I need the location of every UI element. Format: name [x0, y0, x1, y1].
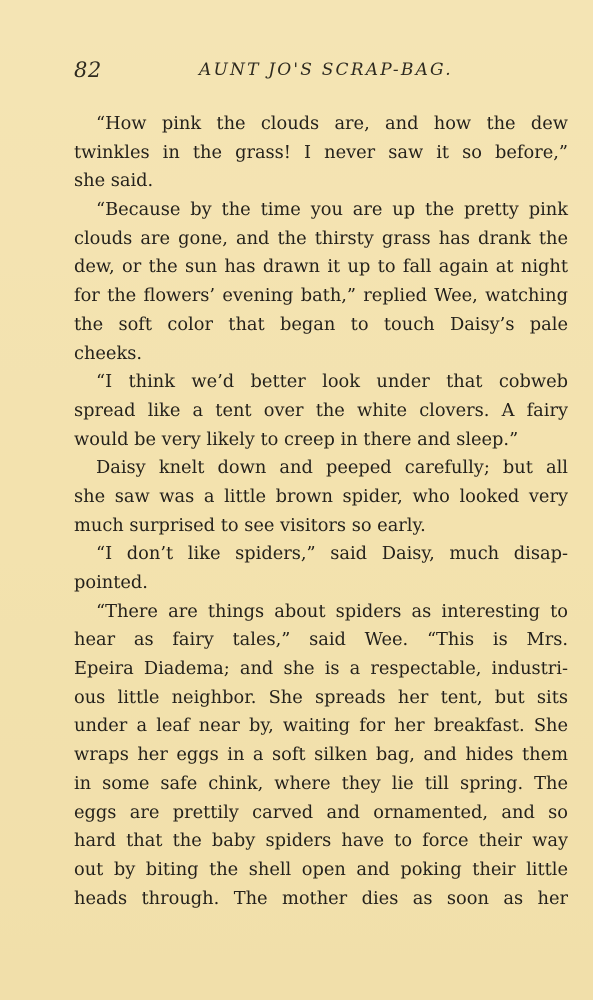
- paragraph: [74, 110, 568, 196]
- text-line: “There are things about spiders as interesting to: [96, 600, 568, 622]
- text-line: “I don’t like spiders,” said Daisy, much disap-: [96, 543, 568, 565]
- text-line: heads through. The mother dies as soon as her: [74, 887, 568, 909]
- paragraph: [74, 540, 568, 597]
- paragraph: [74, 196, 568, 368]
- text-line: ous little neighbor. She spreads her tent, but sits: [74, 686, 568, 708]
- text-line: the soft color that began to touch Daisy’s pale: [74, 313, 568, 335]
- text-line: spread like a tent over the white clovers. A fairy: [74, 399, 568, 421]
- text-line: would be very likely to creep in there and sleep.”: [74, 428, 519, 450]
- paragraph: [74, 454, 568, 540]
- text-line: “Because by the time you are up the pretty pink: [96, 199, 568, 221]
- text-line: “How pink the clouds are, and how the dew: [96, 113, 568, 134]
- text-line: Daisy knelt down and peeped carefully; but all: [96, 457, 568, 479]
- text-line: dew, or the sun has drawn it up to fall again at night: [74, 256, 568, 278]
- text-line: clouds are gone, and the thirsty grass has drank the: [74, 227, 568, 249]
- text-line: twinkles in the grass! I never saw it so before,”: [74, 141, 568, 163]
- page-header: [74, 58, 570, 88]
- page-number: 82: [74, 58, 102, 82]
- paragraph: [74, 368, 568, 454]
- text-line: in some safe chink, where they lie till spring. The: [74, 772, 568, 794]
- text-line: “I think we’d better look under that cobweb: [96, 371, 568, 393]
- text-line: hard that the baby spiders have to force their way: [74, 830, 568, 852]
- text-line: cheeks.: [74, 342, 143, 364]
- text-line: eggs are prettily carved and ornamented, and so: [74, 801, 568, 823]
- text-line: under a leaf near by, waiting for her breakfast. She: [74, 715, 568, 737]
- text-line: wraps her eggs in a soft silken bag, and hides them: [74, 744, 568, 766]
- text-line: Epeira Diadema; and she is a respectable, industri-: [74, 658, 568, 680]
- text-line: much surprised to see visitors so early.: [74, 514, 426, 536]
- text-line: she said.: [74, 170, 154, 192]
- paragraph: [74, 598, 568, 914]
- text-line: for the flowers’ evening bath,” replied Wee, watching: [74, 285, 568, 307]
- text-line: she saw was a little brown spider, who looked very: [74, 485, 568, 507]
- body-text: [74, 110, 568, 913]
- running-title: AUNT JO'S SCRAP-BAG.: [199, 60, 453, 80]
- text-line: out by biting the shell open and poking their little: [74, 858, 568, 880]
- text-line: hear as fairy tales,” said Wee. “This is Mrs.: [74, 629, 568, 651]
- text-line: pointed.: [74, 572, 148, 593]
